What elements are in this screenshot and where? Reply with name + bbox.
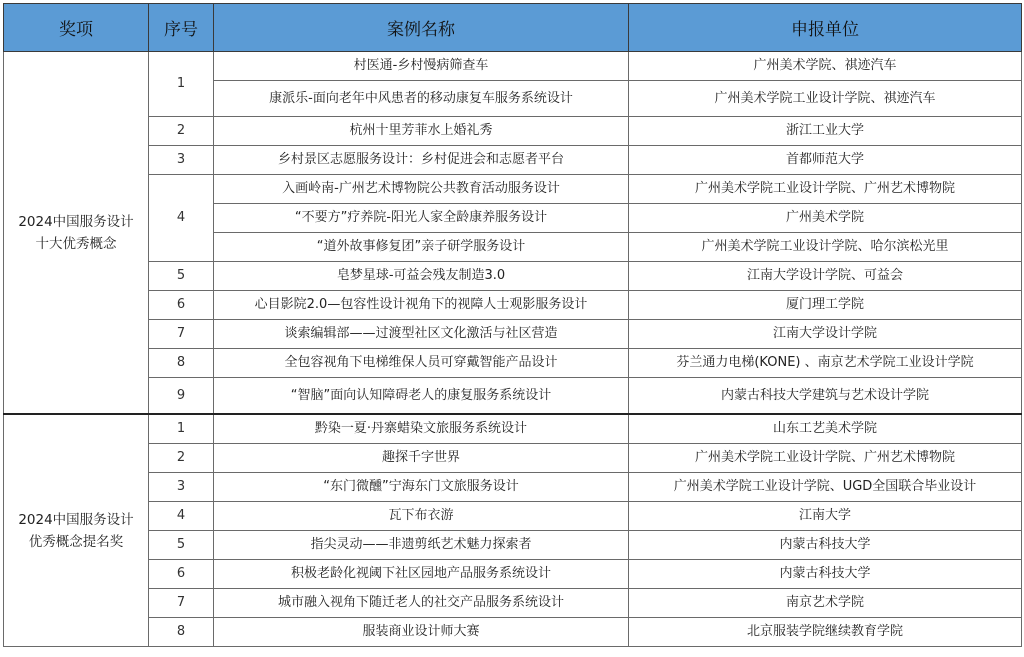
case-name: 瓦下布衣游 [214, 502, 629, 531]
case-name: 入画岭南-广州艺术博物院公共教育活动服务设计 [214, 175, 629, 204]
case-name: 指尖灵动——非遗剪纸艺术魅力探索者 [214, 531, 629, 560]
case-name: 积极老龄化视阈下社区园地产品服务系统设计 [214, 560, 629, 589]
row-number: 6 [149, 560, 214, 589]
row-number: 6 [149, 291, 214, 320]
header-number: 序号 [149, 4, 214, 52]
table-row [4, 414, 1022, 444]
row-number: 5 [149, 262, 214, 291]
table-row [4, 473, 1022, 502]
row-number: 8 [149, 618, 214, 647]
applicant-unit: 广州美术学院工业设计学院、广州艺术博物院 [629, 444, 1022, 473]
award-line: 十大优秀概念 [35, 235, 117, 252]
table-row [4, 262, 1022, 291]
row-number: 1 [149, 414, 214, 444]
row-number: 2 [149, 117, 214, 146]
case-name: 皂梦星球-可益会残友制造3.0 [214, 262, 629, 291]
applicant-unit: 江南大学 [629, 502, 1022, 531]
case-name: 城市融入视角下随迁老人的社交产品服务系统设计 [214, 589, 629, 618]
case-name: “不要方”疗养院-阳光人家全龄康养服务设计 [214, 204, 629, 233]
table-row [4, 589, 1022, 618]
case-name: 全包容视角下电梯维保人员可穿戴智能产品设计 [214, 349, 629, 378]
header-case-name: 案例名称 [214, 4, 629, 52]
applicant-unit: 内蒙古科技大学 [629, 560, 1022, 589]
table-row [4, 444, 1022, 473]
table-row [4, 52, 1022, 81]
row-number: 9 [149, 378, 214, 415]
applicant-unit: 江南大学设计学院、可益会 [629, 262, 1022, 291]
table-row [4, 117, 1022, 146]
case-name: “东门微醺”宁海东门文旅服务设计 [214, 473, 629, 502]
row-number: 7 [149, 589, 214, 618]
award-line: 2024中国服务设计 [18, 511, 134, 528]
table-row [4, 502, 1022, 531]
applicant-unit: 首都师范大学 [629, 146, 1022, 175]
row-number: 3 [149, 146, 214, 175]
case-name: 乡村景区志愿服务设计：乡村促进会和志愿者平台 [214, 146, 629, 175]
applicant-unit: 芬兰通力电梯(KONE) 、南京艺术学院工业设计学院 [629, 349, 1022, 378]
case-name: “道外故事修复团”亲子研学服务设计 [214, 233, 629, 262]
applicant-unit: 南京艺术学院 [629, 589, 1022, 618]
table-row [4, 531, 1022, 560]
table-row [4, 175, 1022, 204]
header-award: 奖项 [4, 4, 149, 52]
row-number: 1 [149, 52, 214, 117]
row-number: 2 [149, 444, 214, 473]
case-name: “智脑”面向认知障碍老人的康复服务系统设计 [214, 378, 629, 415]
case-name: 杭州十里芳菲水上婚礼秀 [214, 117, 629, 146]
case-name: 趣探千字世界 [214, 444, 629, 473]
header-row [4, 4, 1022, 52]
table-row [4, 618, 1022, 647]
table-row [4, 146, 1022, 175]
award-cell-top-ten [4, 52, 149, 415]
table-row [4, 560, 1022, 589]
case-name: 心目影院2.0—包容性设计视角下的视障人士观影服务设计 [214, 291, 629, 320]
row-number: 7 [149, 320, 214, 349]
applicant-unit: 广州美术学院工业设计学院、UGD全国联合毕业设计 [629, 473, 1022, 502]
applicant-unit: 山东工艺美术学院 [629, 414, 1022, 444]
case-name: 谈索编辑部——过渡型社区文化激活与社区营造 [214, 320, 629, 349]
award-line: 2024中国服务设计 [18, 213, 134, 230]
case-name: 服装商业设计师大赛 [214, 618, 629, 647]
applicant-unit: 浙江工业大学 [629, 117, 1022, 146]
applicant-unit: 广州美术学院工业设计学院、祺迹汽车 [629, 81, 1022, 117]
header-unit: 申报单位 [629, 4, 1022, 52]
award-cell-nomination [4, 414, 149, 647]
table-row [4, 349, 1022, 378]
applicant-unit: 北京服装学院继续教育学院 [629, 618, 1022, 647]
row-number: 3 [149, 473, 214, 502]
applicant-unit: 内蒙古科技大学建筑与艺术设计学院 [629, 378, 1022, 415]
row-number: 4 [149, 175, 214, 262]
applicant-unit: 广州美术学院、祺迹汽车 [629, 52, 1022, 81]
row-number: 4 [149, 502, 214, 531]
table-row [4, 320, 1022, 349]
applicant-unit: 广州美术学院工业设计学院、广州艺术博物院 [629, 175, 1022, 204]
table-row [4, 378, 1022, 415]
row-number: 8 [149, 349, 214, 378]
case-name: 康派乐-面向老年中风患者的移动康复车服务系统设计 [214, 81, 629, 117]
case-name: 村医通-乡村慢病筛查车 [214, 52, 629, 81]
award-line: 优秀概念提名奖 [28, 533, 124, 550]
applicant-unit: 厦门理工学院 [629, 291, 1022, 320]
applicant-unit: 江南大学设计学院 [629, 320, 1022, 349]
applicant-unit: 广州美术学院工业设计学院、哈尔滨松光里 [629, 233, 1022, 262]
case-name: 黔染一夏·丹寨蜡染文旅服务系统设计 [214, 414, 629, 444]
awards-table [3, 3, 1022, 647]
table-row [4, 291, 1022, 320]
applicant-unit: 广州美术学院 [629, 204, 1022, 233]
applicant-unit: 内蒙古科技大学 [629, 531, 1022, 560]
row-number: 5 [149, 531, 214, 560]
